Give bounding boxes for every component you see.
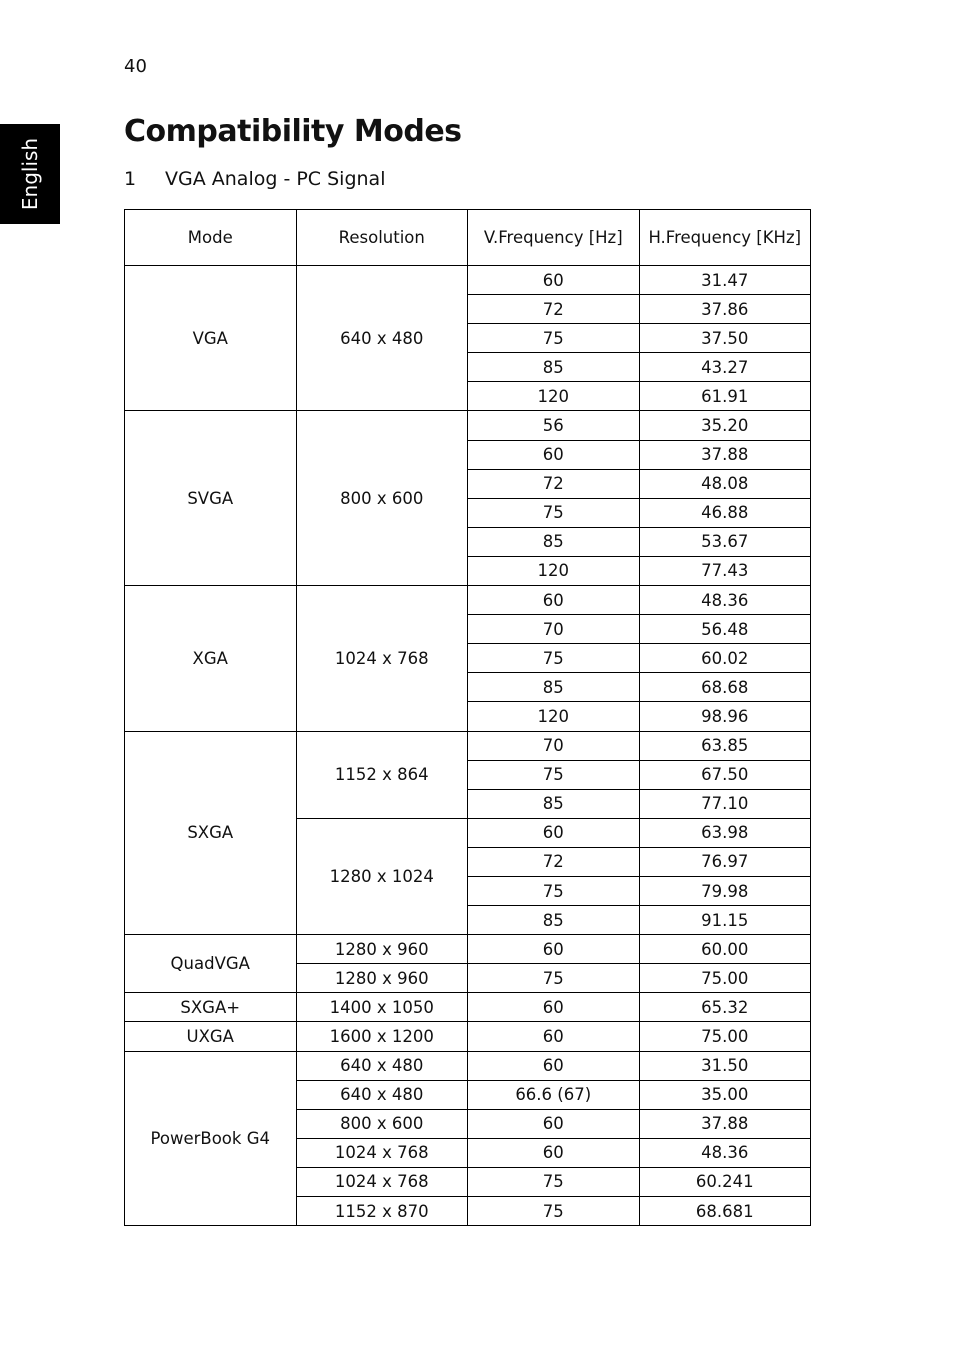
- h-frequency-cell: 77.43: [639, 556, 811, 585]
- page-number: 40: [124, 56, 147, 77]
- h-frequency-cell: 60.02: [639, 644, 811, 673]
- resolution-cell: 1280 x 960: [296, 964, 468, 993]
- v-frequency-cell: 60: [468, 818, 640, 847]
- v-frequency-cell: 120: [468, 556, 640, 585]
- table-row: [125, 731, 811, 760]
- resolution-cell: 640 x 480: [296, 1080, 468, 1109]
- v-frequency-cell: 72: [468, 295, 640, 324]
- h-frequency-cell: 37.86: [639, 295, 811, 324]
- resolution-cell: 800 x 600: [296, 411, 468, 586]
- v-frequency-cell: 85: [468, 906, 640, 935]
- language-tab-label: English: [18, 137, 42, 211]
- table-row: [125, 1051, 811, 1080]
- table-row: [125, 586, 811, 615]
- v-frequency-cell: 60: [468, 993, 640, 1022]
- resolution-cell: 640 x 480: [296, 1051, 468, 1080]
- table-body: [125, 266, 811, 1226]
- h-frequency-cell: 48.08: [639, 469, 811, 498]
- h-frequency-cell: 75.00: [639, 964, 811, 993]
- section-number: 1: [124, 168, 137, 190]
- resolution-cell: 1400 x 1050: [296, 993, 468, 1022]
- v-frequency-cell: 60: [468, 935, 640, 964]
- v-frequency-cell: 70: [468, 615, 640, 644]
- h-frequency-cell: 91.15: [639, 906, 811, 935]
- h-frequency-cell: 68.68: [639, 673, 811, 702]
- h-frequency-cell: 35.00: [639, 1080, 811, 1109]
- mode-cell: SXGA: [125, 731, 297, 935]
- h-frequency-cell: 67.50: [639, 760, 811, 789]
- v-frequency-cell: 75: [468, 876, 640, 905]
- resolution-cell: 1024 x 768: [296, 1138, 468, 1167]
- mode-cell: QuadVGA: [125, 935, 297, 993]
- v-frequency-cell: 85: [468, 527, 640, 556]
- section-heading: [124, 168, 385, 190]
- h-frequency-cell: 37.88: [639, 1109, 811, 1138]
- resolution-cell: 800 x 600: [296, 1109, 468, 1138]
- compatibility-table: [124, 209, 811, 1226]
- v-frequency-cell: 75: [468, 1197, 640, 1226]
- resolution-cell: 1024 x 768: [296, 586, 468, 731]
- mode-cell: UXGA: [125, 1022, 297, 1051]
- v-frequency-cell: 60: [468, 1109, 640, 1138]
- resolution-cell: 1024 x 768: [296, 1167, 468, 1196]
- h-frequency-cell: 75.00: [639, 1022, 811, 1051]
- language-tab: [0, 124, 60, 224]
- h-frequency-cell: 61.91: [639, 382, 811, 411]
- resolution-cell: 1280 x 1024: [296, 818, 468, 934]
- mode-cell: SXGA+: [125, 993, 297, 1022]
- h-frequency-cell: 37.88: [639, 440, 811, 469]
- mode-cell: XGA: [125, 586, 297, 731]
- header-resolution: Resolution: [296, 210, 468, 266]
- v-frequency-cell: 75: [468, 644, 640, 673]
- v-frequency-cell: 75: [468, 964, 640, 993]
- v-frequency-cell: 70: [468, 731, 640, 760]
- v-frequency-cell: 60: [468, 1022, 640, 1051]
- h-frequency-cell: 98.96: [639, 702, 811, 731]
- resolution-cell: 1152 x 870: [296, 1197, 468, 1226]
- table-row: [125, 411, 811, 440]
- header-mode: Mode: [125, 210, 297, 266]
- h-frequency-cell: 37.50: [639, 324, 811, 353]
- header-h-frequency: H.Frequency [KHz]: [639, 210, 811, 266]
- v-frequency-cell: 120: [468, 702, 640, 731]
- v-frequency-cell: 85: [468, 673, 640, 702]
- h-frequency-cell: 31.47: [639, 266, 811, 295]
- table-header-row: [125, 210, 811, 266]
- h-frequency-cell: 48.36: [639, 1138, 811, 1167]
- v-frequency-cell: 60: [468, 586, 640, 615]
- h-frequency-cell: 76.97: [639, 847, 811, 876]
- mode-cell: PowerBook G4: [125, 1051, 297, 1226]
- v-frequency-cell: 72: [468, 469, 640, 498]
- h-frequency-cell: 63.85: [639, 731, 811, 760]
- v-frequency-cell: 85: [468, 789, 640, 818]
- resolution-cell: 1600 x 1200: [296, 1022, 468, 1051]
- h-frequency-cell: 46.88: [639, 498, 811, 527]
- v-frequency-cell: 60: [468, 1138, 640, 1167]
- resolution-cell: 1152 x 864: [296, 731, 468, 818]
- page-title: Compatibility Modes: [124, 114, 462, 149]
- h-frequency-cell: 35.20: [639, 411, 811, 440]
- v-frequency-cell: 75: [468, 1167, 640, 1196]
- h-frequency-cell: 53.67: [639, 527, 811, 556]
- v-frequency-cell: 72: [468, 847, 640, 876]
- table-row: [125, 1022, 811, 1051]
- v-frequency-cell: 66.6 (67): [468, 1080, 640, 1109]
- h-frequency-cell: 68.681: [639, 1197, 811, 1226]
- table-row: [125, 935, 811, 964]
- v-frequency-cell: 60: [468, 440, 640, 469]
- resolution-cell: 640 x 480: [296, 266, 468, 411]
- h-frequency-cell: 65.32: [639, 993, 811, 1022]
- v-frequency-cell: 56: [468, 411, 640, 440]
- table-row: [125, 266, 811, 295]
- header-v-frequency: V.Frequency [Hz]: [468, 210, 640, 266]
- h-frequency-cell: 43.27: [639, 353, 811, 382]
- resolution-cell: 1280 x 960: [296, 935, 468, 964]
- v-frequency-cell: 120: [468, 382, 640, 411]
- h-frequency-cell: 79.98: [639, 876, 811, 905]
- v-frequency-cell: 60: [468, 1051, 640, 1080]
- h-frequency-cell: 60.241: [639, 1167, 811, 1196]
- h-frequency-cell: 56.48: [639, 615, 811, 644]
- v-frequency-cell: 75: [468, 324, 640, 353]
- v-frequency-cell: 60: [468, 266, 640, 295]
- v-frequency-cell: 75: [468, 760, 640, 789]
- table-row: [125, 993, 811, 1022]
- h-frequency-cell: 48.36: [639, 586, 811, 615]
- section-title: VGA Analog - PC Signal: [165, 168, 386, 190]
- h-frequency-cell: 63.98: [639, 818, 811, 847]
- mode-cell: SVGA: [125, 411, 297, 586]
- v-frequency-cell: 85: [468, 353, 640, 382]
- h-frequency-cell: 31.50: [639, 1051, 811, 1080]
- v-frequency-cell: 75: [468, 498, 640, 527]
- h-frequency-cell: 60.00: [639, 935, 811, 964]
- h-frequency-cell: 77.10: [639, 789, 811, 818]
- mode-cell: VGA: [125, 266, 297, 411]
